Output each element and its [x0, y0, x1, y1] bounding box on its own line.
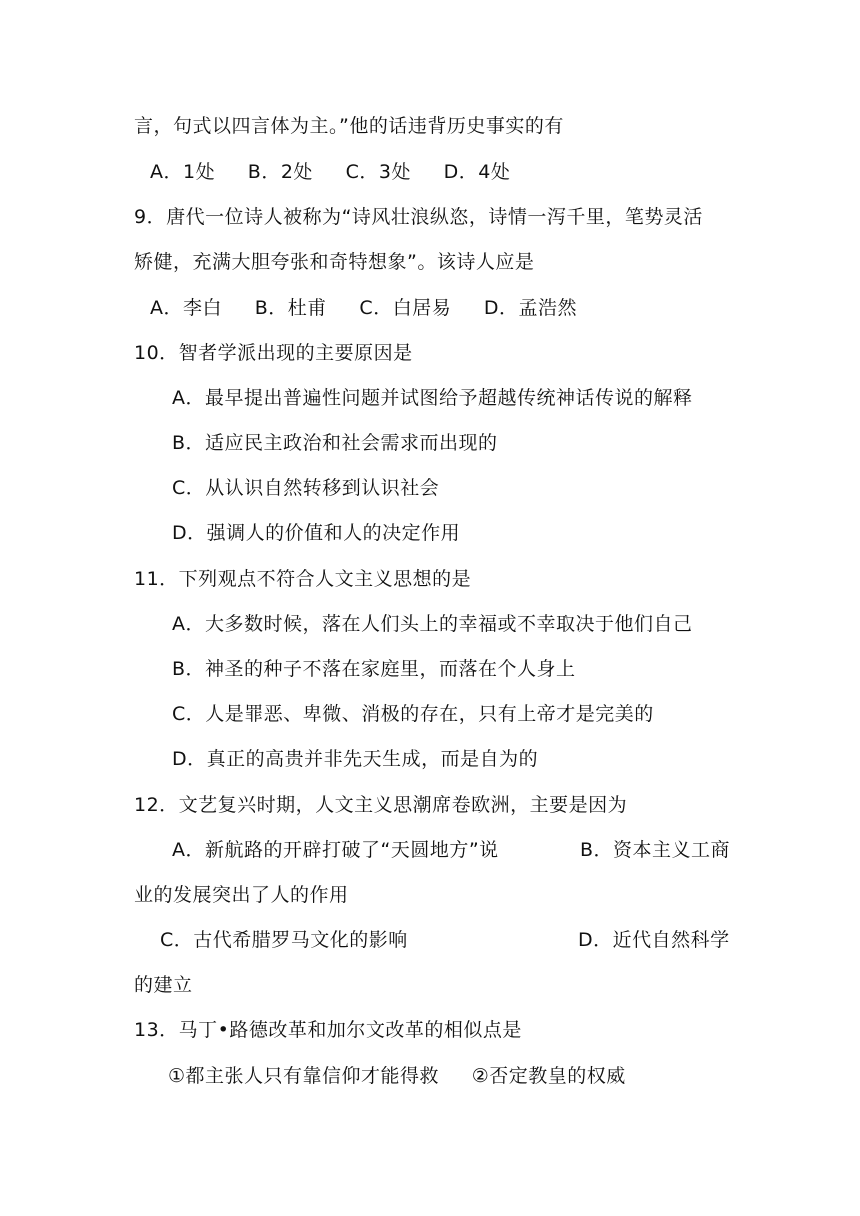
- option-10a: A．最早提出普遍性问题并试图给予超越传统神话传说的解释: [172, 387, 693, 409]
- question-9: 9．唐代一位诗人被称为“诗风壮浪纵恣，诗情一泻千里，笔势灵活: [134, 206, 703, 228]
- option-12b-continued: 业的发展突出了人的作用: [134, 884, 349, 906]
- option-12d: D．近代自然科学: [578, 929, 730, 951]
- question-10: 10．智者学派出现的主要原因是: [134, 342, 413, 364]
- option-12a: A．新航路的开辟打破了“天圆地方”说: [172, 839, 499, 861]
- option-12c: C．古代希腊罗马文化的影响: [160, 929, 408, 951]
- option-10d: D．强调人的价值和人的决定作用: [172, 522, 461, 544]
- option-10b: B．适应民主政治和社会需求而出现的: [172, 432, 498, 454]
- question-9-options: A．李白 B．杜甫 C．白居易 D．孟浩然: [150, 297, 578, 319]
- question-12: 12．文艺复兴时期，人文主义思潮席卷欧洲，主要是因为: [134, 794, 628, 816]
- question-13: 13．马丁•路德改革和加尔文改革的相似点是: [134, 1019, 522, 1041]
- option-11c: C．人是罪恶、卑微、消极的存在，只有上帝才是完美的: [172, 703, 654, 725]
- question-11: 11．下列观点不符合人文主义思想的是: [134, 568, 472, 590]
- option-11b: B．神圣的种子不落在家庭里，而落在个人身上: [172, 658, 576, 680]
- question-13-statements: ①都主张人只有靠信仰才能得救 ②否定教皇的权威: [168, 1065, 626, 1087]
- option-11d: D．真正的高贵并非先天生成，而是自为的: [172, 748, 539, 770]
- option-10c: C．从认识自然转移到认识社会: [172, 477, 440, 499]
- option-12d-continued: 的建立: [134, 974, 193, 996]
- question-9-continued: 矫健，充满大胆夸张和奇特想象”。该诗人应是: [134, 251, 535, 273]
- text-line: 言，句式以四言体为主。”他的话违背历史事实的有: [134, 115, 564, 137]
- answer-options: A．1处 B．2处 C．3处 D．4处: [150, 161, 511, 183]
- option-11a: A．大多数时候，落在人们头上的幸福或不幸取决于他们自己: [172, 613, 693, 635]
- option-12b: B．资本主义工商: [580, 839, 731, 861]
